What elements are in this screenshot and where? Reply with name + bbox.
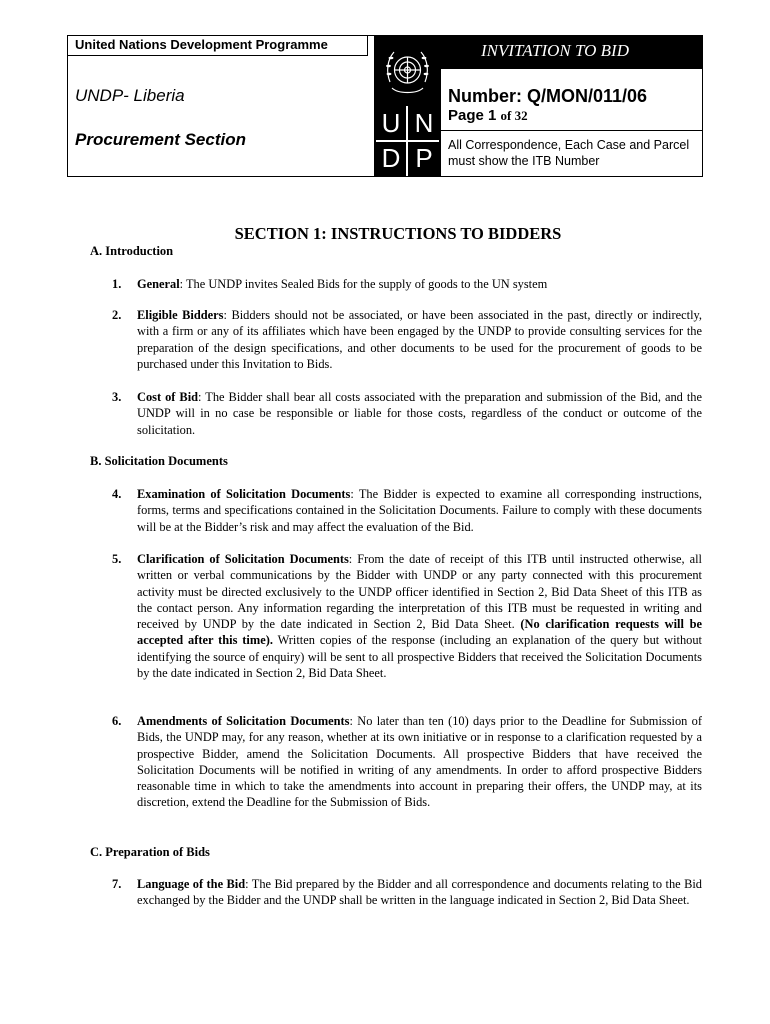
item-number: 2. [112,308,122,322]
procurement-section-label: Procurement Section [75,130,246,149]
item-label: Clarification of Solicitation Documents [137,552,349,566]
logo-letter-p: P [415,143,433,173]
document-header [67,35,703,177]
item-label: Amendments of Solicitation Documents [137,714,350,728]
logo-letter-n: N [414,108,434,138]
item-emphasis: (No clarification requests will be accepted after this time). [137,617,702,648]
un-emblem-icon [380,44,435,102]
item-text-continued: Written copies of the response (including an explanation of the query but without identifying the source of enquiry) will be sent to all prospective Bidders that received the Solicitation Documents by the date indicated in Section 2, Bid Data Sheet. [137,633,702,681]
item-text: : The Bidder shall bear all costs associated with the preparation and submission of the Bid, and the UNDP will in no case be responsible or liable for those costs, regardless of the conduct or outcome of the solicitation. [137,390,702,437]
section-heading-solicitation-documents: B. Solicitation Documents [90,454,228,468]
list-item [112,389,702,438]
item-text: : From the date of receipt of this ITB until instructed otherwise, all written or verbal communications by the Bidder with UNDP or any party connected with this procurement activity must be directed exclusively to the UNDP officer identified in Section 2, Bid Data Sheet of this ITB as the contact person. Any information regarding the interpretation of this ITB must be requested in writing and received by UNDP by the date indicated in Section 2, Bid Data Sheet. [137,552,702,632]
logo-letter-d: D [381,143,401,173]
item-label: Eligible Bidders [137,308,224,322]
item-text: : The Bidder is expected to examine all corresponding instructions, forms, terms and specifications contained in the Solicitation Documents. Failure to comply with these documents will be at the Bidder’s risk and may affect the evaluation of the Bid. [137,487,702,534]
correspondence-note: All Correspondence, Each Case and Parcel must show the ITB Number [448,138,690,168]
list-item [112,276,702,292]
item-label: General [137,277,180,291]
country-office: UNDP- Liberia [75,86,185,105]
invitation-to-bid-banner: INVITATION TO BID [441,36,702,69]
item-text: : Bidders should not be associated, or have been associated in the past, directly or indirectly, with a firm or any of its affiliates which have been engaged by the UNDP to provide consulting services for the preparation of the design specifications, and other documents to be used for the procurement of goods to be purchased under this Invitation to Bids. [137,308,702,371]
page-total: of 32 [500,108,528,123]
item-number: 4. [112,487,122,501]
organization-name: United Nations Development Programme [68,36,368,56]
item-number: 7. [112,877,122,891]
list-item [112,713,702,811]
item-text: : The UNDP invites Sealed Bids for the supply of goods to the UN system [179,277,548,291]
item-number: 6. [112,714,122,728]
item-label: Language of the Bid [137,877,246,891]
section-heading-introduction: A. Introduction [90,244,174,258]
item-text: : No later than ten (10) days prior to the Deadline for Submission of Bids, the UNDP may, for any reason, whether at its own initiative or in response to a clarification requested by a prospective Bidder, amend the Solicitation Documents. All prospective Bidders that have received the Solicitation Documents will be notified in writing of any amendments. In order to afford prospective Bidders reasonable time in which to take the amendments into account in preparing their offers, the UNDP may, at its discretion, extend the Deadline for the Submission of Bids. [137,714,702,810]
header-divider [441,130,702,131]
section-heading-preparation-of-bids: C. Preparation of Bids [90,845,210,859]
item-number: 1. [112,277,122,291]
list-item [112,307,702,372]
item-text: : The Bid prepared by the Bidder and all correspondence and documents relating to the Bid exchanged by the Bidder and the UNDP shall be written in the language indicated in Section 2, Bid Data Sheet. [137,877,702,908]
list-item [112,551,702,681]
list-item [112,876,702,909]
page-indicator [448,107,528,124]
item-label: Examination of Solicitation Documents [137,487,351,501]
logo-letter-u: U [381,108,401,138]
page-number: Page 1 [448,107,497,124]
item-number: 3. [112,390,122,404]
item-label: Cost of Bid [137,390,199,404]
item-number: 5. [112,552,122,566]
logo-divider [406,106,408,176]
list-item [112,486,702,535]
undp-logo [374,36,441,176]
itb-number: Number: Q/MON/011/06 [448,86,648,106]
page-title: SECTION 1: INSTRUCTIONS TO BIDDERS [234,224,562,243]
